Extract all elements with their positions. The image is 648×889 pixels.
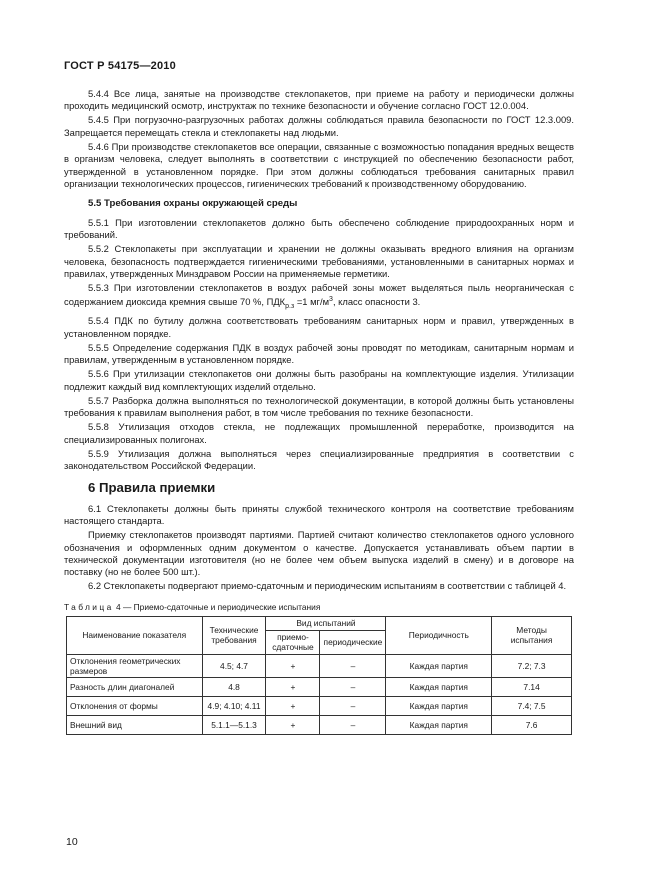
section-5-5-heading: 5.5 Требования охраны окружающей среды (88, 198, 298, 210)
table-caption (64, 601, 574, 613)
subscript: р.з (285, 303, 295, 311)
table-caption-label: Таблица (64, 601, 114, 612)
header-periodic: периодические (320, 630, 386, 654)
cell-tech: 4.9; 4.10; 4.11 (202, 696, 266, 715)
table-row (67, 696, 572, 715)
cell-name: Отклонения геометрических размеров (67, 654, 203, 677)
cell-acceptance: + (266, 715, 320, 734)
cell-frequency: Каждая партия (386, 696, 492, 715)
header-tech: Технические требования (202, 617, 266, 655)
paragraph-5-5-2: 5.5.2 Стеклопакеты при эксплуатации и хранении не должны оказывать вредного влияния на организм человека, безопасность подтверждается гигиеническими требованиями, установленными в санитарных нормах и правилах, утвержденных Минздравом России на применяемые герметики. (64, 243, 574, 280)
paragraph-6-1-batch: Приемку стеклопакетов производят партиями. Партией считают количество стеклопакетов одного условного обозначения и оформленных одним документом о качестве. Допускается устанавливать объем партии в технической документации изготовителя (но не более чем объем выпуска изделий в смену) и в договоре на поставку (но не более 500 шт.). (64, 529, 574, 578)
cell-frequency: Каждая партия (386, 715, 492, 734)
page-number: 10 (66, 836, 78, 848)
paragraph-6-2: 6.2 Стеклопакеты подвергают приемо-сдаточным и периодическим испытаниям в соответствии с таблицей 4. (88, 580, 567, 592)
cell-name: Внешний вид (67, 715, 203, 734)
text: =1 мг/м (294, 296, 330, 308)
paragraph-5-5-6: 5.5.6 При утилизации стеклопакетов они должны быть разобраны на комплектующие изделия. Утилизации подлежит каждый вид комплектующих изделий отдельно. (64, 368, 574, 392)
cell-name: Отклонения от формы (67, 696, 203, 715)
cell-periodic: – (320, 696, 386, 715)
cell-methods: 7.4; 7.5 (492, 696, 572, 715)
paragraph-5-4-5: 5.4.5 При погрузочно-разгрузочных работах должны соблюдаться правила безопасности по ГОСТ 12.3.009. Запрещается перемещать стекла и стеклопакеты над людьми. (64, 114, 574, 138)
cell-frequency: Каждая партия (386, 654, 492, 677)
cell-frequency: Каждая партия (386, 677, 492, 696)
cell-methods: 7.6 (492, 715, 572, 734)
section-6-heading: 6 Правила приемки (88, 480, 216, 496)
cell-periodic: – (320, 654, 386, 677)
header-kind: Вид испытаний (266, 617, 386, 631)
acceptance-tests-table (66, 616, 572, 735)
paragraph-5-5-4: 5.5.4 ПДК по бутилу должна соответствовать требованиям санитарных норм и правил, утвержденных в установленном порядке. (64, 315, 574, 339)
cell-periodic: – (320, 677, 386, 696)
cell-methods: 7.2; 7.3 (492, 654, 572, 677)
paragraph-5-4-4: 5.4.4 Все лица, занятые на производстве стеклопакетов, при приеме на работу и периодически должны проходить медицинский осмотр, инструктаж по технике безопасности и обучение согласно ГОСТ 12.0.004. (64, 88, 574, 112)
standard-number: ГОСТ Р 54175—2010 (64, 60, 176, 72)
cell-tech: 4.8 (202, 677, 266, 696)
paragraph-5-5-1: 5.5.1 При изготовлении стеклопакетов должно быть обеспечено соблюдение природоохранных норм и требований. (64, 216, 574, 241)
header-name: Наименование показателя (67, 617, 203, 655)
paragraph-5-5-8: 5.5.8 Утилизация отходов стекла, не подлежащих промышленной переработке, производится на специализированных полигонах. (64, 421, 574, 445)
table-caption-text: 4 — Приемо-сдаточные и периодические испытания (113, 601, 321, 612)
paragraph-5-4-6: 5.4.6 При производстве стеклопакетов все операции, связанные с возможностью попадания вредных веществ в организм человека, следует выполнять в соответствии с инструкцией по обеспечению безопасности работ, утвержденной в установленном порядке. При этом должны соблюдаться требования санитарных правил организации технологических процессов, гигиенических требований к производственному оборудованию. (64, 140, 574, 190)
paragraph-5-5-7: 5.5.7 Разборка должна выполняться по технологической документации, в которой должны быть установлены требования к правилам выполнения работ, в том числе требования по технике безопасности. (64, 394, 574, 419)
document-body (64, 88, 574, 735)
cell-acceptance: + (266, 654, 320, 677)
paragraph-5-5-3 (64, 282, 574, 314)
table-row (67, 715, 572, 734)
paragraph-5-5-9: 5.5.9 Утилизация должна выполняться через специализированные предприятия в соответствии с законодательством Российской Федерации. (64, 447, 574, 471)
cell-tech: 4.5; 4.7 (202, 654, 266, 677)
superscript: 3 (329, 296, 333, 304)
table-row (67, 654, 572, 677)
text: , класс опасности 3. (332, 296, 421, 308)
cell-methods: 7.14 (492, 677, 572, 696)
cell-acceptance: + (266, 677, 320, 696)
cell-tech: 5.1.1—5.1.3 (202, 715, 266, 734)
paragraph-6-1: 6.1 Стеклопакеты должны быть приняты службой технического контроля на соответствие требованиям настоящего стандарта. (64, 502, 574, 527)
text: 5.5.3 При изготовлении стеклопакетов в воздух рабочей зоны может выделяться пыль неорганическая с содержанием диоксида кремния свыше 70 %, ПДК (64, 282, 574, 308)
header-acceptance: приемо-сдаточные (266, 630, 320, 654)
cell-name: Разность длин диагоналей (67, 677, 203, 696)
cell-acceptance: + (266, 696, 320, 715)
paragraph-5-5-5: 5.5.5 Определение содержания ПДК в воздух рабочей зоны проводят по методикам, санитарным нормам и правилам, утвержденным в установленном порядке. (64, 341, 574, 366)
header-frequency: Периодичность (386, 617, 492, 655)
table-row (67, 677, 572, 696)
cell-periodic: – (320, 715, 386, 734)
header-methods: Методы испытания (492, 617, 572, 655)
